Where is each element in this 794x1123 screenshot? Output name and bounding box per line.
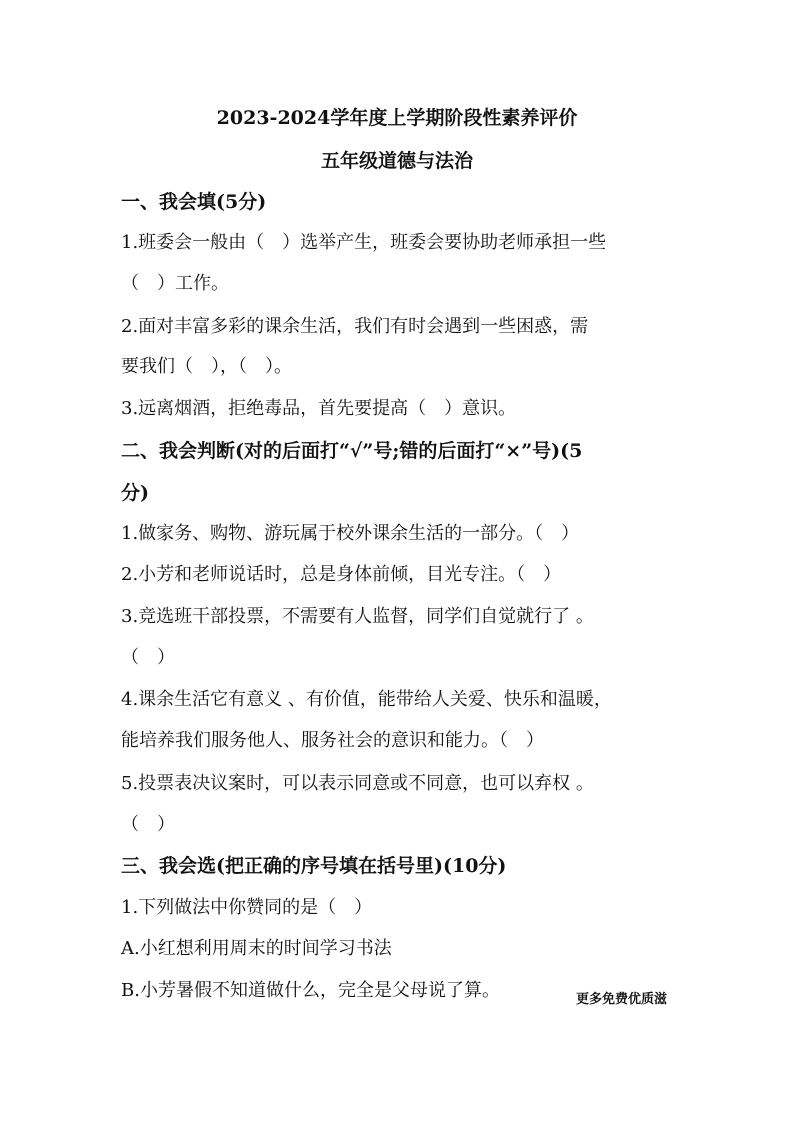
exam-title: 2023-2024学年度上学期阶段性素养评价 — [216, 107, 578, 129]
section-1-heading: 一、我会填(5分) — [121, 191, 267, 213]
question-line: 4.课余生活它有意义 、有价值，能带给人关爱、快乐和温暖， — [121, 689, 612, 710]
question-line: 要我们（ ），（ ）。 — [121, 356, 292, 377]
section-2-heading-cont: 分) — [121, 482, 149, 504]
question-line: 1.下列做法中你赞同的是（ ） — [121, 897, 373, 918]
exam-subtitle: 五年级道德与法治 — [320, 150, 473, 172]
question-line: 2.小芳和老师说话时，总是身体前倾，目光专注。（ ） — [121, 564, 562, 585]
question-line: （ ）工作。 — [121, 273, 229, 294]
question-line: 1.班委会一般由（ ）选举产生，班委会要协助老师承担一些 — [121, 232, 607, 253]
footer-note: 更多免费优质滋 — [576, 992, 668, 1007]
question-line: 3.远离烟酒，拒绝毒品，首先要提高（ ）意识。 — [121, 398, 517, 419]
question-line: 2.面对丰富多彩的课余生活，我们有时会遇到一些困惑，需 — [121, 316, 589, 337]
option-line: A.小红想利用周末的时间学习书法 — [121, 938, 392, 959]
option-line: B.小芳暑假不知道做什么，完全是父母说了算。 — [121, 980, 500, 1001]
section-2-heading: 二、我会判断(对的后面打“√”号;错的后面打“×”号)(5 — [121, 440, 583, 462]
question-line: （ ） — [121, 814, 175, 835]
question-line: 1.做家务、购物、游玩属于校外课余生活的一部分。（ ） — [121, 523, 580, 544]
question-line: 能培养我们服务他人、服务社会的意识和能力。（ ） — [121, 730, 544, 751]
question-line: 3.竞选班干部投票，不需要有人监督，同学们自觉就行了 。 — [121, 606, 594, 627]
question-line: 5.投票表决议案时，可以表示同意或不同意，也可以弃权 。 — [121, 773, 594, 794]
question-line: （ ） — [121, 647, 175, 668]
section-3-heading: 三、我会选(把正确的序号填在括号里)(10分) — [121, 855, 507, 877]
